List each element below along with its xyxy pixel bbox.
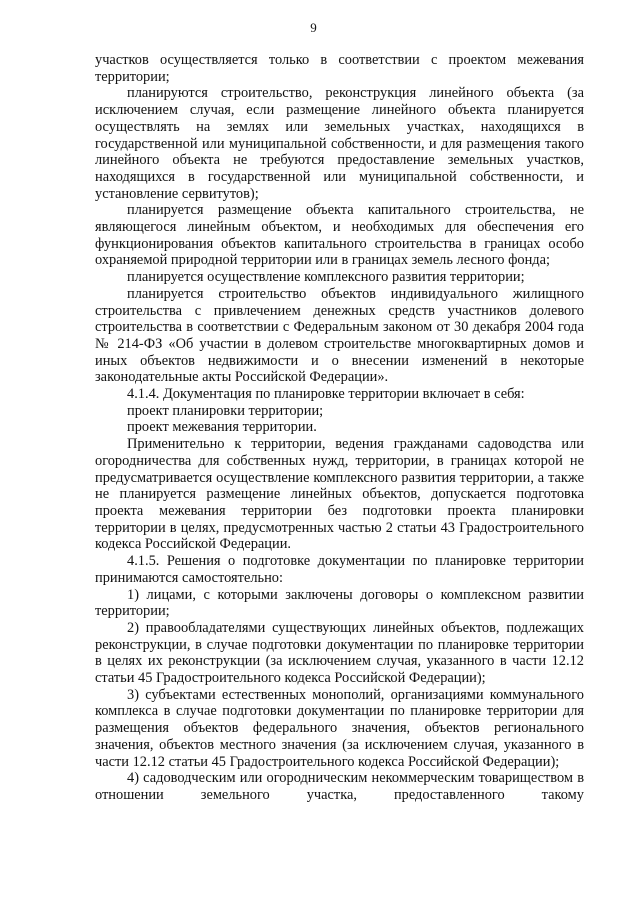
paragraph-land-plots-continuation: участков осуществляется только в соответствии с проектом межевания территории; [95,52,584,85]
document-body [95,52,584,804]
paragraph-section-4-1-5: 4.1.5. Решения о подготовке документации по планировке территории принимаются самостоятельно: [95,553,584,586]
paragraph-land-survey-project: проект межевания территории. [127,419,317,436]
paragraph-linear-object: планируются строительство, реконструкция линейного объекта (за исключением случая, если размещение линейного объекта планируется осуществлять на землях или земельных участках, находящихся в государственной или муниципальной собственности, и для размещения такого линейного объекта не требуются предоставление земельных участков, находящихся в государственной или муниципальной собственности, и установление сервитутов); [95,85,584,202]
paragraph-planning-project: проект планировки территории; [127,402,324,419]
paragraph-gardening-territory: Применительно к территории, ведения гражданами садоводства или огородничества для собственных нужд, территории, в границах которой не предусматривается осуществление комплексного развития территории, а также не планируется размещение линейных объектов, допускается подготовка проекта межевания территории без подготовки проекта планировки территории в целях, предусмотренных частью 2 статьи 43 Градостроительного кодекса Российской Федерации. [95,436,584,553]
list-item-4: 4) садоводческим или огородническим некоммерческим товариществом в отношении земельного участка, предоставленного такому [95,770,584,803]
list-item-2: 2) правообладателями существующих линейных объектов, подлежащих реконструкции, в случае подготовки документации по планировке территории в целях их реконструкции (за исключением случая, указанного в части 12.12 статьи 45 Градостроительного кодекса Российской Федерации); [95,619,584,687]
page-number: 9 [310,20,317,35]
list-item-1: 1) лицами, с которыми заключены договоры о комплексном развитии территории; [95,586,584,620]
paragraph-capital-construction: планируется размещение объекта капитального строительства, не являющегося линейным объектом, и необходимых для обеспечения его функционирования объектов капитального строительства в границах особо охраняемой природной территории или в границах земель лесного фонда; [95,202,584,269]
list-item-3: 3) субъектами естественных монополий, организациями коммунального комплекса в случае подготовки документации по планировке территории для размещения объектов федерального значения, объектов регионального значения, объектов местного значения (за исключением случая, указанного в части 12.12 статьи 45 Градостроительного кодекса Российской Федерации); [95,686,584,770]
paragraph-individual-housing: планируется строительство объектов индивидуального жилищного строительства с привлечением денежных средств участников долевого строительства в соответствии с Федеральным законом от 30 декабря 2004 года № 214-ФЗ «Об участии в долевом строительстве многоквартирных домов и иных объектов недвижимости и о внесении изменений в некоторые законодательные акты Российской Федерации». [95,285,584,386]
paragraph-complex-development: планируется осуществление комплексного развития территории; [127,269,525,286]
paragraph-section-4-1-4: 4.1.4. Документация по планировке территории включает в себя: [127,386,525,403]
